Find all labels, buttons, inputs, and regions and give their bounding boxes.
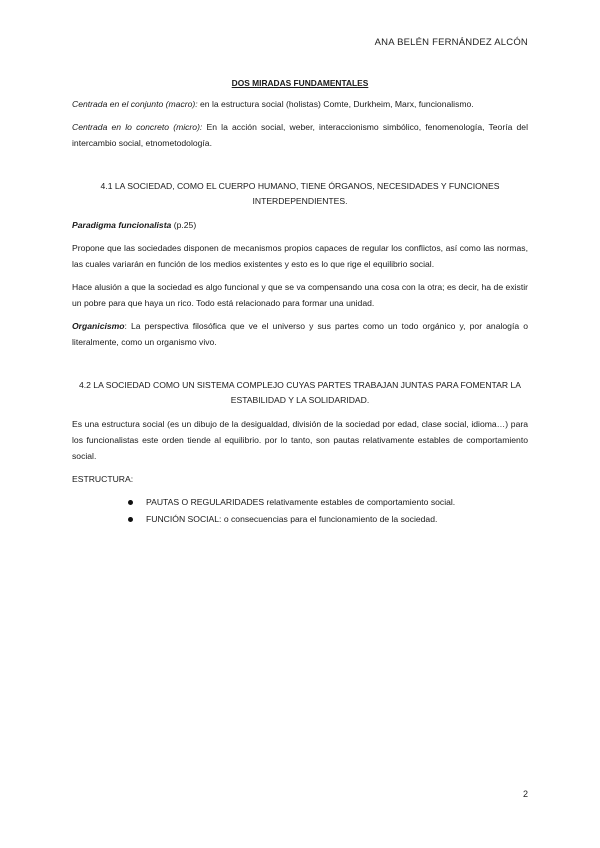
bullet-icon: [128, 517, 133, 522]
macro-text: en la estructura social (holistas) Comte, Durkheim, Marx, funcionalismo.: [197, 99, 474, 109]
organicismo-label: Organicismo: [72, 321, 125, 331]
paradigm-line: [72, 217, 528, 233]
bullet-icon: [128, 500, 133, 505]
header-author: ANA BELÉN FERNÁNDEZ ALCÓN: [374, 37, 528, 48]
micro-paragraph: [72, 119, 528, 151]
paradigm-ref: (p.25): [171, 220, 197, 230]
section-4-2-paragraph-1: Es una estructura social (es un dibujo de la desigualdad, división de la sociedad por edad, clase social, idioma…) para los funcionalistas este orden tiende al equilibrio. por lo tanto, son pautas relativamente estables de comportamiento social.: [72, 419, 528, 461]
micro-text: En la acción social, weber, interaccionismo simbólico, fenomenología, Teoría del intercambio social, etnometodología.: [72, 122, 528, 148]
section-4-1-heading: 4.1 LA SOCIEDAD, COMO EL CUERPO HUMANO, TIENE ÓRGANOS, NECESIDADES Y FUNCIONES INTERDEPENDIENTES.: [100, 181, 500, 206]
page-number: 2: [522, 789, 528, 799]
section-4-1-paragraph-2: Hace alusión a que la sociedad es algo funcional y que se va compensando una cosa con la otra; es decir, ha de existir un pobre para que haya un rico. Todo está relacionado para formar una unidad.: [72, 282, 528, 308]
section-4-2-heading: 4.2 LA SOCIEDAD COMO UN SISTEMA COMPLEJO CUYAS PARTES TRABAJAN JUNTAS PARA FOMENTAR LA ESTABILIDAD Y LA SOLIDARIDAD.: [78, 380, 522, 405]
document-title: DOS MIRADAS FUNDAMENTALES: [231, 78, 369, 88]
organicismo-text: : La perspectiva filosófica que ve el universo y sus partes como un todo orgánico y, por analogía o literalmente, como un organismo vivo.: [72, 321, 528, 347]
macro-label: Centrada en el conjunto (macro):: [72, 99, 198, 109]
section-4-1-paragraph-1: Propone que las sociedades disponen de mecanismos propios capaces de regular los conflictos, así como las normas, las cuales variarán en función de los medios existentes y esto es lo que rige el equilibrio social.: [72, 243, 528, 269]
micro-label: Centrada en lo concreto (micro):: [72, 122, 203, 132]
list-item: [128, 494, 528, 511]
list-item-text: FUNCIÓN SOCIAL: o consecuencias para el funcionamiento de la sociedad.: [146, 514, 438, 524]
estructura-list: [72, 494, 528, 528]
page-content: [72, 75, 528, 528]
estructura-label: ESTRUCTURA:: [72, 474, 134, 484]
organicismo-paragraph: [72, 318, 528, 350]
list-item: [128, 511, 528, 528]
macro-paragraph: [72, 96, 528, 112]
list-item-text: PAUTAS O REGULARIDADES relativamente estables de comportamiento social.: [146, 497, 456, 507]
paradigm-label: Paradigma funcionalista: [72, 220, 172, 230]
